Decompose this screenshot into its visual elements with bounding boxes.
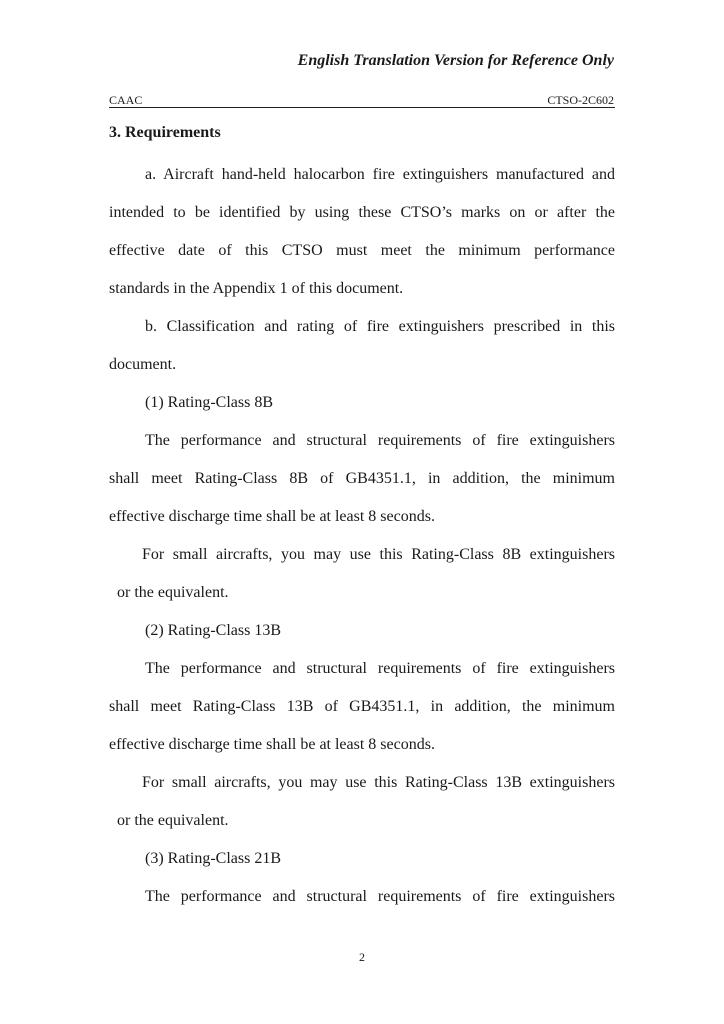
- paragraph-line: or the equivalent.: [117, 584, 229, 601]
- paragraph-line: shall meet Rating-Class 8B of GB4351.1, in addition, the minimum: [109, 470, 615, 487]
- paragraph-line: The performance and structural requirements of fire extinguishers: [145, 660, 615, 677]
- paragraph-line: effective discharge time shall be at least 8 seconds.: [109, 508, 435, 525]
- paragraph-line: standards in the Appendix 1 of this document.: [109, 280, 404, 297]
- header-left-caac: CAAC: [109, 93, 143, 107]
- paragraph-line: The performance and structural requirements of fire extinguishers: [145, 432, 615, 449]
- header-rule: [109, 107, 615, 108]
- paragraph-line: effective date of this CTSO must meet the minimum performance: [109, 242, 615, 259]
- paragraph-line: b. Classification and rating of fire extinguishers prescribed in this: [145, 318, 615, 335]
- subheading-rating-13b: (2) Rating-Class 13B: [145, 622, 281, 639]
- subheading-rating-8b: (1) Rating-Class 8B: [145, 394, 273, 411]
- paragraph-line: effective discharge time shall be at least 8 seconds.: [109, 736, 435, 753]
- subheading-rating-21b: (3) Rating-Class 21B: [145, 850, 281, 867]
- page-number: 2: [359, 950, 365, 964]
- paragraph-line: a. Aircraft hand-held halocarbon fire extinguishers manufactured and: [145, 166, 615, 183]
- paragraph-line: For small aircrafts, you may use this Rating-Class 8B extinguishers: [142, 546, 615, 563]
- paragraph-line: document.: [109, 356, 177, 373]
- paragraph-line: The performance and structural requirements of fire extinguishers: [145, 888, 615, 905]
- paragraph-line: or the equivalent.: [117, 812, 229, 829]
- document-title: English Translation Version for Reference Only: [297, 52, 614, 69]
- section-heading: 3. Requirements: [109, 124, 221, 141]
- paragraph-line: shall meet Rating-Class 13B of GB4351.1, in addition, the minimum: [109, 698, 615, 715]
- paragraph-line: intended to be identified by using these CTSO’s marks on or after the: [109, 204, 615, 221]
- header-right-doc-id: CTSO-2C602: [547, 93, 614, 107]
- paragraph-line: For small aircrafts, you may use this Rating-Class 13B extinguishers: [142, 774, 615, 791]
